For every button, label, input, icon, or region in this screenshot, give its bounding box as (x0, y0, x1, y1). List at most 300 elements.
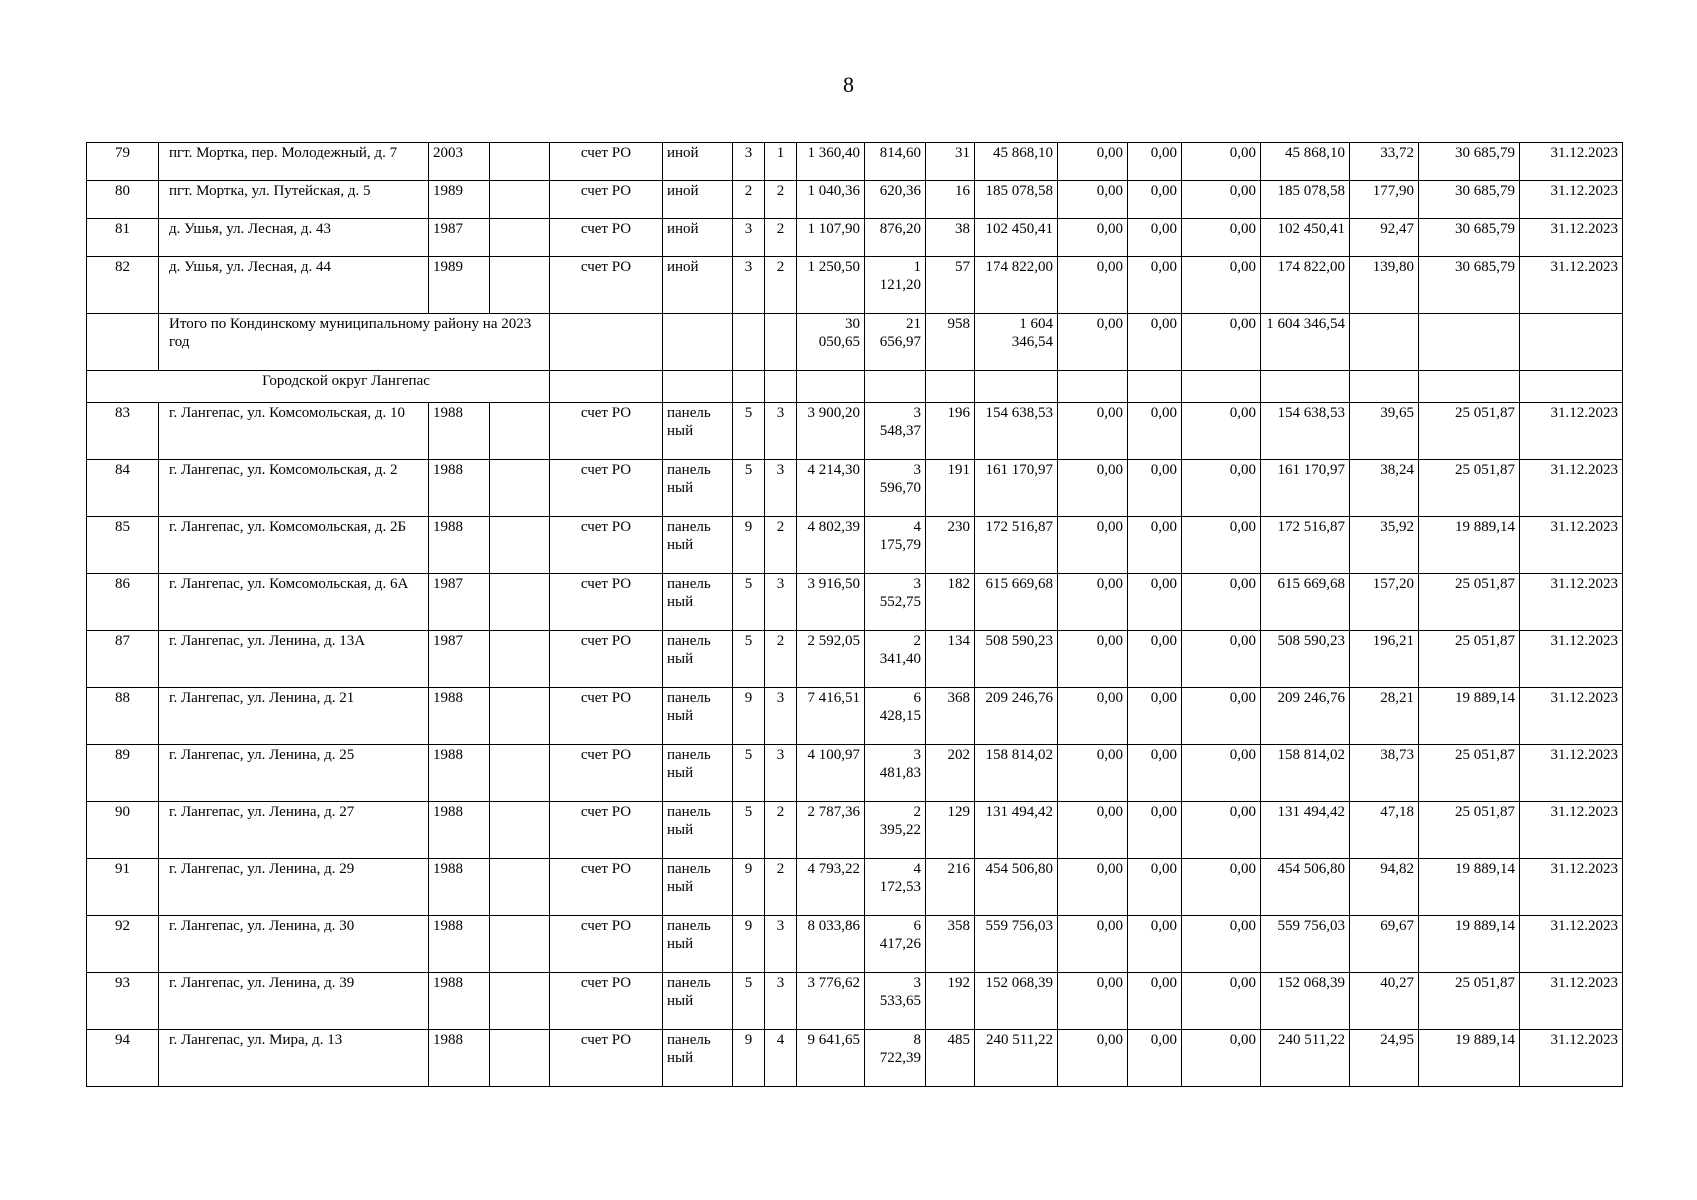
row-number: 93 (87, 973, 159, 1030)
row-blank (490, 257, 550, 314)
row-cost-total: 152 068,39 (975, 973, 1058, 1030)
row-floors: 5 (733, 745, 765, 802)
row-entrances: 3 (765, 574, 797, 631)
row-area-total: 8 033,86 (797, 916, 865, 973)
row-address: г. Лангепас, ул. Ленина, д. 27 (159, 802, 429, 859)
row-area-living: 3 552,75 (865, 574, 926, 631)
section-blank (975, 371, 1058, 403)
total-blank-entrances (765, 314, 797, 371)
row-number: 81 (87, 219, 159, 257)
row-cost-owners: 508 590,23 (1261, 631, 1350, 688)
row-unit-cost: 39,65 (1350, 403, 1419, 460)
row-area-living: 3 596,70 (865, 460, 926, 517)
table-row (87, 1030, 1623, 1087)
row-cost-local: 0,00 (1182, 517, 1261, 574)
row-address: пгт. Мортка, пер. Молодежный, д. 7 (159, 143, 429, 181)
row-number: 84 (87, 460, 159, 517)
row-unit-cost: 28,21 (1350, 688, 1419, 745)
row-area-total: 2 787,36 (797, 802, 865, 859)
row-cost-owners: 161 170,97 (1261, 460, 1350, 517)
row-cost-regional: 0,00 (1128, 688, 1182, 745)
total-residents: 958 (926, 314, 975, 371)
table-row (87, 403, 1623, 460)
section-blank (1128, 371, 1182, 403)
row-blank (490, 403, 550, 460)
row-area-total: 1 040,36 (797, 181, 865, 219)
row-wall-material: панель ный (663, 517, 733, 574)
row-cost-owners: 154 638,53 (1261, 403, 1350, 460)
row-completion-date: 31.12.2023 (1520, 916, 1623, 973)
row-area-total: 4 100,97 (797, 745, 865, 802)
row-address: г. Лангепас, ул. Ленина, д. 13А (159, 631, 429, 688)
row-cost-total: 102 450,41 (975, 219, 1058, 257)
section-blank (926, 371, 975, 403)
row-year: 1988 (429, 688, 490, 745)
row-floors: 2 (733, 181, 765, 219)
table-row (87, 916, 1623, 973)
row-cost-owners: 45 868,10 (1261, 143, 1350, 181)
row-cost-owners: 454 506,80 (1261, 859, 1350, 916)
section-blank (765, 371, 797, 403)
row-cost-regional: 0,00 (1128, 574, 1182, 631)
row-area-total: 3 916,50 (797, 574, 865, 631)
row-cost-total: 508 590,23 (975, 631, 1058, 688)
row-floors: 5 (733, 631, 765, 688)
row-cost-federal: 0,00 (1058, 143, 1128, 181)
total-blank-wall (663, 314, 733, 371)
row-blank (490, 517, 550, 574)
row-floors: 5 (733, 802, 765, 859)
total-blank-limit (1419, 314, 1520, 371)
row-cost-federal: 0,00 (1058, 631, 1128, 688)
housing-table (86, 142, 1623, 1087)
row-cost-federal: 0,00 (1058, 181, 1128, 219)
row-blank (490, 859, 550, 916)
row-residents: 192 (926, 973, 975, 1030)
table-row (87, 574, 1623, 631)
row-blank (490, 973, 550, 1030)
row-completion-date: 31.12.2023 (1520, 257, 1623, 314)
row-area-living: 814,60 (865, 143, 926, 181)
table-row (87, 219, 1623, 257)
row-limit-cost: 25 051,87 (1419, 403, 1520, 460)
row-floors: 5 (733, 574, 765, 631)
row-number: 83 (87, 403, 159, 460)
row-area-living: 620,36 (865, 181, 926, 219)
row-cost-total: 185 078,58 (975, 181, 1058, 219)
row-unit-cost: 92,47 (1350, 219, 1419, 257)
row-floors: 9 (733, 1030, 765, 1087)
row-fund-method: счет РО (550, 219, 663, 257)
table-row (87, 181, 1623, 219)
row-completion-date: 31.12.2023 (1520, 403, 1623, 460)
row-residents: 485 (926, 1030, 975, 1087)
page-number: 8 (843, 72, 854, 97)
row-entrances: 2 (765, 181, 797, 219)
row-cost-local: 0,00 (1182, 688, 1261, 745)
row-cost-owners: 559 756,03 (1261, 916, 1350, 973)
row-cost-local: 0,00 (1182, 257, 1261, 314)
row-area-living: 3 481,83 (865, 745, 926, 802)
row-wall-material: иной (663, 181, 733, 219)
section-title: Городской округ Лангепас (87, 371, 550, 403)
row-area-living: 4 172,53 (865, 859, 926, 916)
row-fund-method: счет РО (550, 802, 663, 859)
row-fund-method: счет РО (550, 631, 663, 688)
row-number: 82 (87, 257, 159, 314)
row-area-total: 1 360,40 (797, 143, 865, 181)
total-blank-date (1520, 314, 1623, 371)
row-number: 92 (87, 916, 159, 973)
row-residents: 230 (926, 517, 975, 574)
row-cost-regional: 0,00 (1128, 973, 1182, 1030)
row-fund-method: счет РО (550, 257, 663, 314)
row-residents: 368 (926, 688, 975, 745)
section-header-row (87, 371, 1623, 403)
section-blank (1419, 371, 1520, 403)
table-row (87, 802, 1623, 859)
row-wall-material: иной (663, 257, 733, 314)
row-year: 2003 (429, 143, 490, 181)
total-label: Итого по Кондинскому муниципальному району на 2023 год (159, 314, 550, 371)
row-wall-material: панель ный (663, 745, 733, 802)
row-cost-local: 0,00 (1182, 1030, 1261, 1087)
row-completion-date: 31.12.2023 (1520, 517, 1623, 574)
row-blank (490, 688, 550, 745)
row-cost-federal: 0,00 (1058, 688, 1128, 745)
row-cost-regional: 0,00 (1128, 1030, 1182, 1087)
row-unit-cost: 24,95 (1350, 1030, 1419, 1087)
row-cost-local: 0,00 (1182, 631, 1261, 688)
row-area-living: 6 428,15 (865, 688, 926, 745)
row-cost-federal: 0,00 (1058, 403, 1128, 460)
row-year: 1988 (429, 802, 490, 859)
row-number: 86 (87, 574, 159, 631)
row-floors: 3 (733, 257, 765, 314)
row-cost-total: 158 814,02 (975, 745, 1058, 802)
row-entrances: 2 (765, 802, 797, 859)
row-limit-cost: 19 889,14 (1419, 916, 1520, 973)
row-year: 1989 (429, 257, 490, 314)
row-fund-method: счет РО (550, 143, 663, 181)
row-cost-total: 45 868,10 (975, 143, 1058, 181)
row-cost-local: 0,00 (1182, 181, 1261, 219)
table-row (87, 973, 1623, 1030)
row-area-living: 1 121,20 (865, 257, 926, 314)
row-residents: 129 (926, 802, 975, 859)
row-address: пгт. Мортка, ул. Путейская, д. 5 (159, 181, 429, 219)
row-limit-cost: 25 051,87 (1419, 460, 1520, 517)
row-floors: 5 (733, 460, 765, 517)
row-limit-cost: 19 889,14 (1419, 688, 1520, 745)
row-number: 91 (87, 859, 159, 916)
row-cost-owners: 102 450,41 (1261, 219, 1350, 257)
row-residents: 358 (926, 916, 975, 973)
row-completion-date: 31.12.2023 (1520, 688, 1623, 745)
section-blank (1058, 371, 1128, 403)
row-cost-federal: 0,00 (1058, 802, 1128, 859)
row-fund-method: счет РО (550, 181, 663, 219)
row-residents: 196 (926, 403, 975, 460)
row-cost-total: 161 170,97 (975, 460, 1058, 517)
row-number: 87 (87, 631, 159, 688)
section-blank (1182, 371, 1261, 403)
row-entrances: 2 (765, 517, 797, 574)
row-fund-method: счет РО (550, 403, 663, 460)
row-limit-cost: 25 051,87 (1419, 745, 1520, 802)
section-blank (1520, 371, 1623, 403)
row-entrances: 3 (765, 973, 797, 1030)
section-blank (550, 371, 663, 403)
row-wall-material: панель ный (663, 916, 733, 973)
total-c4: 1 604 346,54 (1261, 314, 1350, 371)
row-limit-cost: 25 051,87 (1419, 802, 1520, 859)
row-unit-cost: 35,92 (1350, 517, 1419, 574)
row-floors: 9 (733, 916, 765, 973)
row-cost-local: 0,00 (1182, 859, 1261, 916)
row-floors: 5 (733, 403, 765, 460)
row-blank (490, 219, 550, 257)
total-row (87, 314, 1623, 371)
row-address: г. Лангепас, ул. Ленина, д. 21 (159, 688, 429, 745)
row-number: 89 (87, 745, 159, 802)
row-cost-local: 0,00 (1182, 460, 1261, 517)
row-limit-cost: 30 685,79 (1419, 181, 1520, 219)
row-cost-federal: 0,00 (1058, 745, 1128, 802)
row-wall-material: панель ный (663, 1030, 733, 1087)
row-entrances: 2 (765, 859, 797, 916)
row-cost-owners: 158 814,02 (1261, 745, 1350, 802)
row-address: г. Лангепас, ул. Ленина, д. 29 (159, 859, 429, 916)
row-residents: 202 (926, 745, 975, 802)
row-cost-regional: 0,00 (1128, 745, 1182, 802)
row-unit-cost: 38,24 (1350, 460, 1419, 517)
row-floors: 3 (733, 143, 765, 181)
row-unit-cost: 69,67 (1350, 916, 1419, 973)
row-completion-date: 31.12.2023 (1520, 745, 1623, 802)
row-wall-material: панель ный (663, 802, 733, 859)
row-completion-date: 31.12.2023 (1520, 859, 1623, 916)
row-cost-total: 131 494,42 (975, 802, 1058, 859)
row-floors: 9 (733, 859, 765, 916)
row-floors: 3 (733, 219, 765, 257)
row-limit-cost: 25 051,87 (1419, 973, 1520, 1030)
row-blank (490, 1030, 550, 1087)
row-entrances: 3 (765, 916, 797, 973)
row-cost-federal: 0,00 (1058, 973, 1128, 1030)
row-cost-regional: 0,00 (1128, 859, 1182, 916)
row-area-total: 4 802,39 (797, 517, 865, 574)
table-row (87, 257, 1623, 314)
row-year: 1988 (429, 916, 490, 973)
row-entrances: 3 (765, 403, 797, 460)
row-cost-total: 240 511,22 (975, 1030, 1058, 1087)
total-c3: 0,00 (1182, 314, 1261, 371)
row-cost-owners: 615 669,68 (1261, 574, 1350, 631)
row-fund-method: счет РО (550, 517, 663, 574)
row-completion-date: 31.12.2023 (1520, 181, 1623, 219)
row-number: 88 (87, 688, 159, 745)
row-entrances: 3 (765, 745, 797, 802)
row-cost-total: 172 516,87 (975, 517, 1058, 574)
row-entrances: 1 (765, 143, 797, 181)
row-wall-material: панель ный (663, 631, 733, 688)
row-unit-cost: 177,90 (1350, 181, 1419, 219)
row-cost-owners: 131 494,42 (1261, 802, 1350, 859)
row-completion-date: 31.12.2023 (1520, 802, 1623, 859)
row-cost-regional: 0,00 (1128, 143, 1182, 181)
row-residents: 216 (926, 859, 975, 916)
row-cost-federal: 0,00 (1058, 916, 1128, 973)
row-area-living: 3 548,37 (865, 403, 926, 460)
row-number: 94 (87, 1030, 159, 1087)
row-cost-owners: 172 516,87 (1261, 517, 1350, 574)
row-wall-material: панель ный (663, 403, 733, 460)
row-year: 1987 (429, 631, 490, 688)
row-address: г. Лангепас, ул. Комсомольская, д. 2Б (159, 517, 429, 574)
total-blank-fund (550, 314, 663, 371)
row-cost-regional: 0,00 (1128, 257, 1182, 314)
row-address: г. Лангепас, ул. Ленина, д. 39 (159, 973, 429, 1030)
row-residents: 134 (926, 631, 975, 688)
row-address: д. Ушья, ул. Лесная, д. 44 (159, 257, 429, 314)
row-cost-local: 0,00 (1182, 973, 1261, 1030)
row-entrances: 3 (765, 460, 797, 517)
row-completion-date: 31.12.2023 (1520, 973, 1623, 1030)
row-cost-regional: 0,00 (1128, 219, 1182, 257)
row-cost-total: 174 822,00 (975, 257, 1058, 314)
row-cost-owners: 240 511,22 (1261, 1030, 1350, 1087)
row-area-total: 1 250,50 (797, 257, 865, 314)
row-area-total: 3 900,20 (797, 403, 865, 460)
row-area-living: 8 722,39 (865, 1030, 926, 1087)
row-fund-method: счет РО (550, 574, 663, 631)
row-year: 1988 (429, 403, 490, 460)
row-entrances: 3 (765, 688, 797, 745)
row-wall-material: панель ный (663, 859, 733, 916)
row-cost-owners: 209 246,76 (1261, 688, 1350, 745)
table-row (87, 143, 1623, 181)
row-limit-cost: 30 685,79 (1419, 143, 1520, 181)
row-area-living: 2 341,40 (865, 631, 926, 688)
row-floors: 5 (733, 973, 765, 1030)
row-area-living: 3 533,65 (865, 973, 926, 1030)
row-address: д. Ушья, ул. Лесная, д. 43 (159, 219, 429, 257)
row-limit-cost: 25 051,87 (1419, 631, 1520, 688)
row-area-total: 9 641,65 (797, 1030, 865, 1087)
row-area-total: 2 592,05 (797, 631, 865, 688)
row-blank (490, 574, 550, 631)
row-unit-cost: 196,21 (1350, 631, 1419, 688)
row-area-total: 7 416,51 (797, 688, 865, 745)
row-cost-total: 209 246,76 (975, 688, 1058, 745)
row-entrances: 2 (765, 631, 797, 688)
row-wall-material: панель ный (663, 574, 733, 631)
table-row (87, 688, 1623, 745)
row-floors: 9 (733, 688, 765, 745)
row-unit-cost: 157,20 (1350, 574, 1419, 631)
row-blank (490, 460, 550, 517)
row-cost-federal: 0,00 (1058, 517, 1128, 574)
row-cost-regional: 0,00 (1128, 403, 1182, 460)
row-blank (490, 631, 550, 688)
row-fund-method: счет РО (550, 1030, 663, 1087)
row-fund-method: счет РО (550, 859, 663, 916)
row-year: 1988 (429, 517, 490, 574)
row-cost-regional: 0,00 (1128, 517, 1182, 574)
row-address: г. Лангепас, ул. Мира, д. 13 (159, 1030, 429, 1087)
row-year: 1987 (429, 219, 490, 257)
row-fund-method: счет РО (550, 973, 663, 1030)
row-cost-local: 0,00 (1182, 403, 1261, 460)
row-area-total: 1 107,90 (797, 219, 865, 257)
section-blank (865, 371, 926, 403)
section-blank (1261, 371, 1350, 403)
row-cost-regional: 0,00 (1128, 631, 1182, 688)
row-unit-cost: 40,27 (1350, 973, 1419, 1030)
row-cost-regional: 0,00 (1128, 916, 1182, 973)
row-cost-owners: 174 822,00 (1261, 257, 1350, 314)
row-year: 1987 (429, 574, 490, 631)
row-unit-cost: 94,82 (1350, 859, 1419, 916)
row-fund-method: счет РО (550, 460, 663, 517)
row-cost-regional: 0,00 (1128, 460, 1182, 517)
row-unit-cost: 139,80 (1350, 257, 1419, 314)
row-area-total: 4 793,22 (797, 859, 865, 916)
row-number: 79 (87, 143, 159, 181)
row-area-living: 876,20 (865, 219, 926, 257)
row-cost-local: 0,00 (1182, 802, 1261, 859)
row-cost-local: 0,00 (1182, 574, 1261, 631)
row-cost-local: 0,00 (1182, 916, 1261, 973)
row-number: 80 (87, 181, 159, 219)
row-residents: 57 (926, 257, 975, 314)
row-cost-federal: 0,00 (1058, 257, 1128, 314)
section-blank (1350, 371, 1419, 403)
row-cost-local: 0,00 (1182, 143, 1261, 181)
row-address: г. Лангепас, ул. Комсомольская, д. 6А (159, 574, 429, 631)
row-unit-cost: 47,18 (1350, 802, 1419, 859)
row-year: 1988 (429, 460, 490, 517)
row-area-living: 2 395,22 (865, 802, 926, 859)
row-blank (490, 181, 550, 219)
section-blank (797, 371, 865, 403)
row-blank (490, 745, 550, 802)
section-blank (733, 371, 765, 403)
row-area-total: 3 776,62 (797, 973, 865, 1030)
total-blank-n (87, 314, 159, 371)
row-entrances: 2 (765, 219, 797, 257)
row-completion-date: 31.12.2023 (1520, 143, 1623, 181)
total-blank-unit (1350, 314, 1419, 371)
row-completion-date: 31.12.2023 (1520, 219, 1623, 257)
row-residents: 16 (926, 181, 975, 219)
row-address: г. Лангепас, ул. Ленина, д. 25 (159, 745, 429, 802)
row-cost-total: 615 669,68 (975, 574, 1058, 631)
row-entrances: 2 (765, 257, 797, 314)
row-cost-local: 0,00 (1182, 745, 1261, 802)
row-year: 1988 (429, 1030, 490, 1087)
table-row (87, 517, 1623, 574)
row-wall-material: панель ный (663, 688, 733, 745)
row-area-living: 6 417,26 (865, 916, 926, 973)
row-cost-federal: 0,00 (1058, 1030, 1128, 1087)
row-wall-material: панель ный (663, 973, 733, 1030)
total-area-living: 21 656,97 (865, 314, 926, 371)
row-fund-method: счет РО (550, 688, 663, 745)
row-cost-local: 0,00 (1182, 219, 1261, 257)
row-residents: 191 (926, 460, 975, 517)
